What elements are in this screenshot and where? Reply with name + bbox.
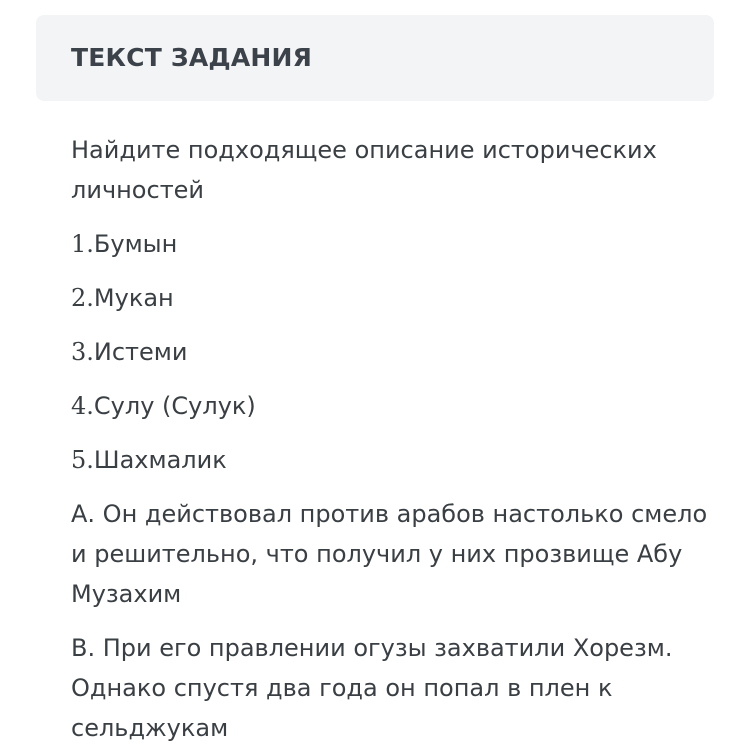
task-text [71, 130, 711, 750]
list-item-number: 5. [71, 446, 94, 474]
description-b: В. При его правлении огузы захватили Хорезм. Однако спустя два года он попал в плен к сельджукам [71, 634, 673, 742]
list-item [71, 386, 711, 426]
task-header [36, 15, 714, 101]
description-a: А. Он действовал против арабов настолько смело и решительно, что получил у них прозвище Абу Музахим [71, 500, 708, 608]
task-intro: Найдите подходящее описание исторических личностей [71, 136, 657, 204]
list-item-name: Бумын [93, 230, 178, 258]
list-item-number: 3. [71, 338, 94, 366]
list-item-name: Шахмалик [93, 446, 227, 474]
list-item-number: 4. [71, 392, 94, 420]
list-item [71, 332, 711, 372]
task-header-title: ТЕКСТ ЗАДАНИЯ [71, 43, 313, 72]
list-item [71, 278, 711, 318]
list-item-name: Мукан [93, 284, 174, 312]
list-item [71, 224, 711, 264]
list-item-number: 2. [71, 284, 94, 312]
list-item-name: Сулу (Сулук) [93, 392, 256, 420]
list-item-number: 1. [71, 230, 94, 258]
list-item [71, 440, 711, 480]
list-item-name: Истеми [93, 338, 188, 366]
